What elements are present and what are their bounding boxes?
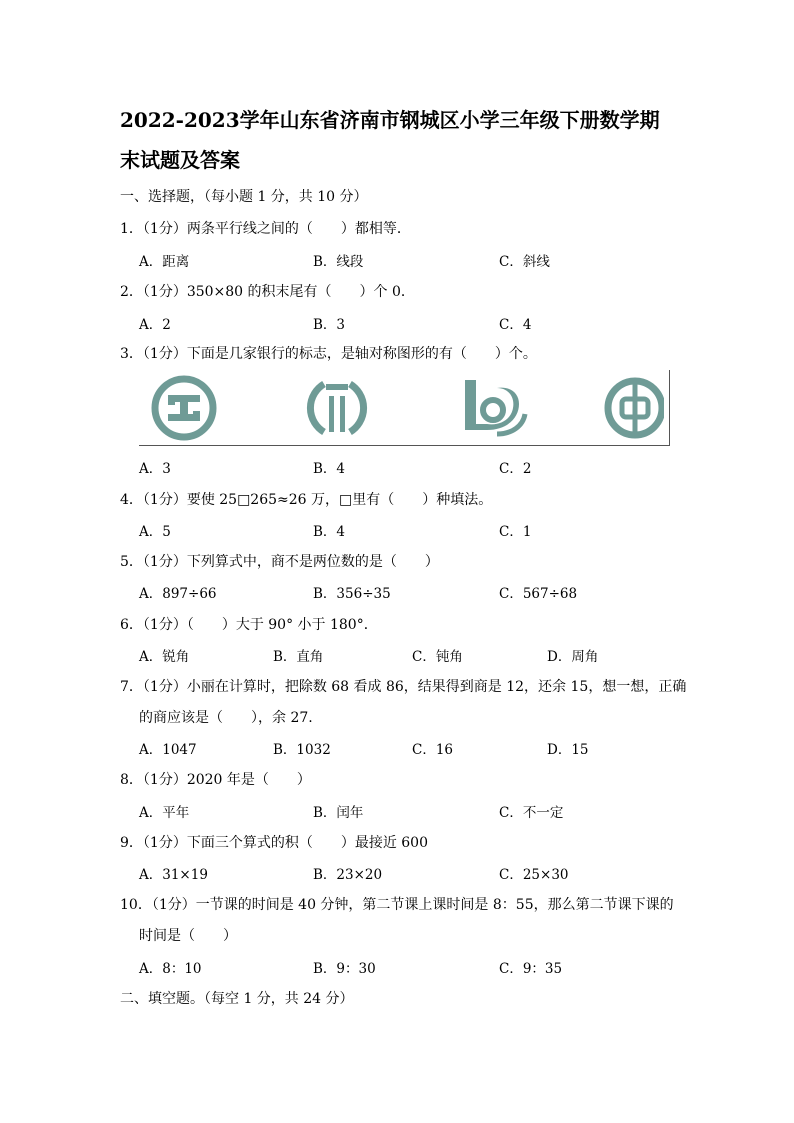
question-9: 9．（1分）下面三个算式的积（ ）最接近 600 [120, 835, 428, 851]
q8-option-b: B．闰年 [313, 805, 364, 821]
citic-logo-icon [302, 374, 372, 442]
section-heading-fill-in: 二、填空题。（每空 1 分，共 24 分） [120, 991, 354, 1007]
q9-option-a: A．31×19 [139, 867, 208, 883]
q4-option-c: C．1 [499, 524, 532, 540]
q1-option-a: A．距离 [139, 254, 190, 270]
icbc-logo-icon [149, 374, 219, 442]
q6-option-c: C．钝角 [412, 649, 463, 665]
question-2: 2．（1分）350×80 的积末尾有（ ）个 0． [120, 284, 415, 300]
q5-option-b: B．356÷35 [313, 586, 391, 602]
q5-option-a: A．897÷66 [139, 586, 217, 602]
q6-option-d: D．周角 [547, 649, 599, 665]
section-heading-choice: 一、选择题，（每小题 1 分，共 10 分） [120, 189, 368, 205]
q10-option-c: C．9：35 [499, 961, 563, 977]
q2-option-c: C．4 [499, 317, 532, 333]
doc-title [120, 100, 680, 180]
q6-option-a: A．锐角 [139, 649, 190, 665]
q8-option-c: C．不一定 [499, 805, 564, 821]
q7-option-b: B．1032 [273, 742, 331, 758]
q7-option-a: A．1047 [139, 742, 197, 758]
question-7-continued: 的商应该是（ ），余 27. [139, 710, 313, 726]
q7-option-c: C．16 [412, 742, 454, 758]
question-8: 8．（1分）2020 年是（ ） [120, 772, 311, 788]
question-4: 4．（1分）要使 25□265≈26 万，□里有（ ）种填法。 [120, 492, 493, 508]
q10-option-b: B．9：30 [313, 961, 376, 977]
question-6: 6．（1分）（ ）大于 90° 小于 180°． [120, 617, 378, 633]
q7-option-d: D．15 [547, 742, 589, 758]
question-10-continued: 时间是（ ） [139, 928, 237, 944]
q1-option-b: B．线段 [313, 254, 364, 270]
doc-title-line2: 末试题及答案 [120, 148, 240, 172]
q8-option-a: A．平年 [139, 805, 190, 821]
q3-option-a: A．3 [139, 461, 171, 477]
q1-option-c: C．斜线 [499, 254, 550, 270]
q4-option-b: B．4 [313, 524, 346, 540]
q5-option-c: C．567÷68 [499, 586, 578, 602]
doc-title-line1: 2022-2023学年山东省济南市钢城区小学三年级下册数学期 [120, 108, 660, 132]
bank-of-communications-logo-icon [457, 374, 532, 442]
q3-option-b: B．4 [313, 461, 346, 477]
q9-option-b: B．23×20 [313, 867, 383, 883]
question-3: 3．（1分）下面是几家银行的标志，是轴对称图形的有（ ）个。 [120, 346, 537, 362]
q2-option-b: B．3 [313, 317, 346, 333]
question-10: 10．（1分）一节课的时间是 40 分钟，第二节课上课时间是 8：55，那么第二节课下课的 [120, 897, 674, 913]
question-1: 1．（1分）两条平行线之间的（ ）都相等． [120, 221, 411, 237]
q3-option-c: C．2 [499, 461, 532, 477]
question-7: 7．（1分）小丽在计算时，把除数 68 看成 86，结果得到商是 12，还余 15，想一想，正确 [120, 679, 687, 695]
question-5: 5．（1分）下列算式中，商不是两位数的是（ ） [120, 554, 439, 570]
q9-option-c: C．25×30 [499, 867, 569, 883]
bank-logos-image [139, 370, 670, 446]
bank-of-china-logo-icon [602, 374, 664, 442]
q2-option-a: A．2 [139, 317, 171, 333]
q10-option-a: A．8：10 [139, 961, 202, 977]
q6-option-b: B．直角 [273, 649, 324, 665]
q4-option-a: A．5 [139, 524, 171, 540]
